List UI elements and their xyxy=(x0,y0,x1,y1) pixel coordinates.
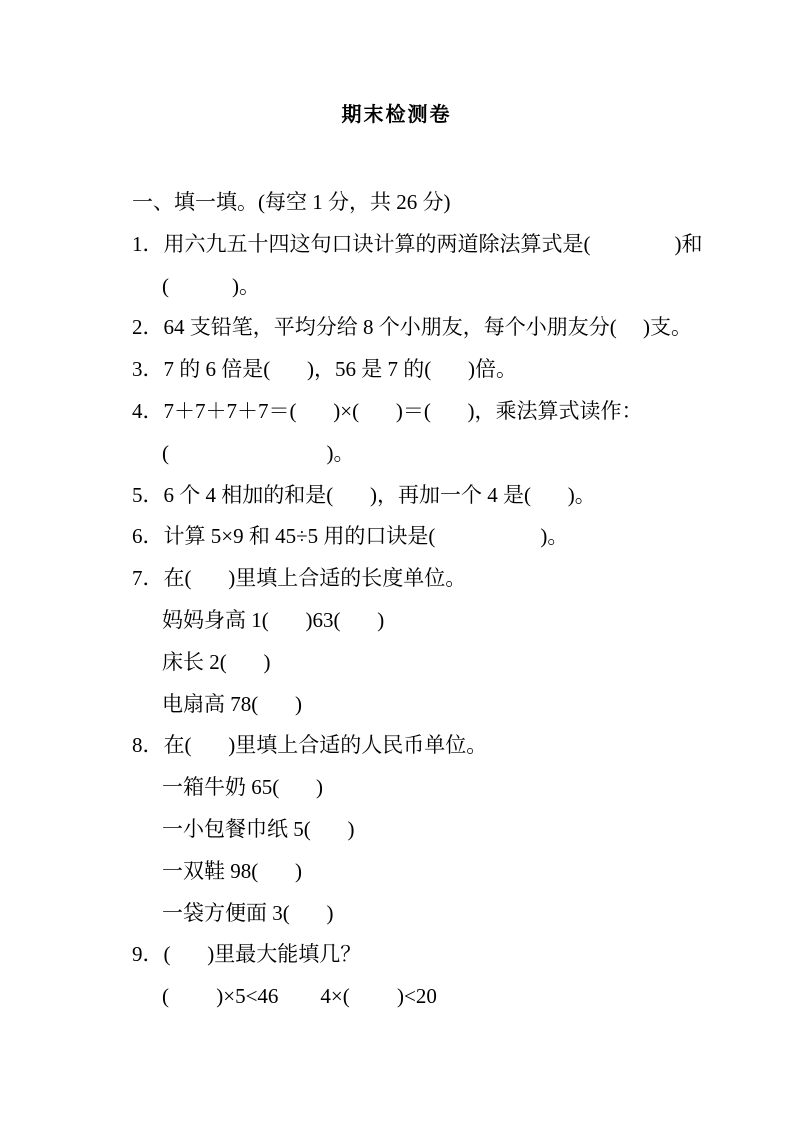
question-1-line-2: ( )。 xyxy=(162,273,260,298)
question-9-expressions: ( )×5<46 4×( )<20 xyxy=(162,984,437,1009)
question-8-item-shoes: 一双鞋 98( ) xyxy=(162,858,302,883)
section-heading: 一、填一填。(每空 1 分，共 26 分) xyxy=(132,190,451,214)
question-section xyxy=(132,182,753,1018)
question-3: 3．7 的 6 倍是( )，56 是 7 的( )倍。 xyxy=(132,357,517,382)
question-8-item-milk: 一箱牛奶 65( ) xyxy=(162,775,323,800)
question-1-line-1: 1．用六九五十四这句口诀计算的两道除法算式是( )和 xyxy=(132,231,703,256)
question-2: 2．64 支铅笔，平均分给 8 个小朋友，每个小朋友分( )支。 xyxy=(132,315,692,340)
question-5: 5．6 个 4 相加的和是( )，再加一个 4 是( )。 xyxy=(132,482,596,507)
question-4-line-1: 4．7＋7＋7＋7＝( )×( )＝( )，乘法算式读作： xyxy=(132,398,643,423)
question-9: 9．( )里最大能填几？ xyxy=(132,942,362,967)
question-4-line-2: ( )。 xyxy=(162,440,355,465)
question-6: 6．计算 5×9 和 45÷5 用的口诀是( )。 xyxy=(132,524,569,549)
question-8-item-napkin: 一小包餐巾纸 5( ) xyxy=(162,816,355,841)
question-7-item-bed-length: 床长 2( ) xyxy=(162,649,271,674)
question-7-item-fan-height: 电扇高 78( ) xyxy=(162,691,302,716)
question-8-item-noodles: 一袋方便面 3( ) xyxy=(162,900,334,925)
page-title: 期末检测卷 xyxy=(341,102,452,126)
question-7-item-mother-height: 妈妈身高 1( )63( ) xyxy=(162,607,385,632)
question-7: 7．在( )里填上合适的长度单位。 xyxy=(132,566,467,591)
question-8: 8．在( )里填上合适的人民币单位。 xyxy=(132,733,488,758)
